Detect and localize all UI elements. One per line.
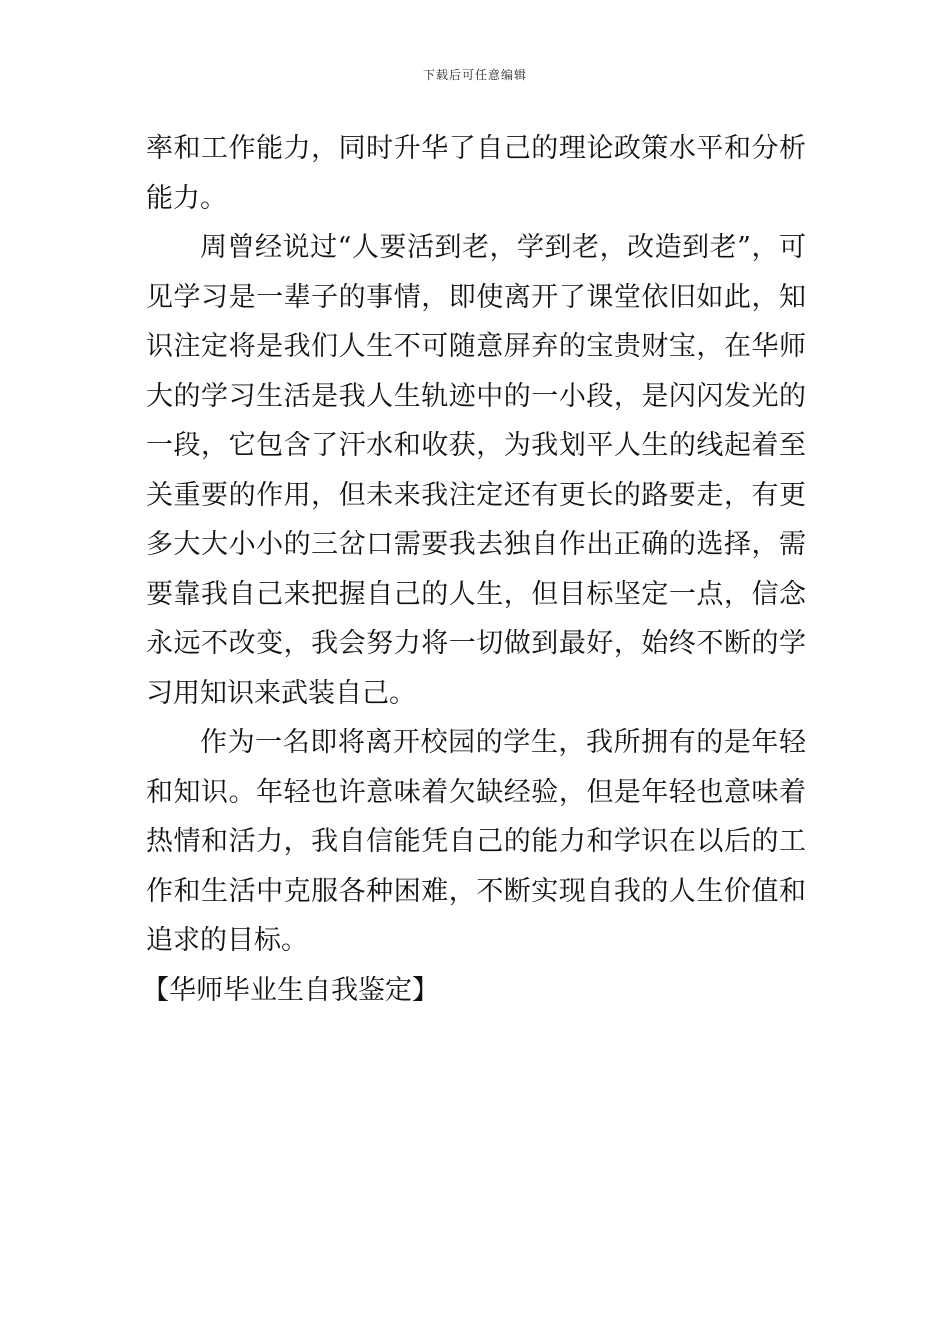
- document-body: [142, 124, 806, 1015]
- paragraph-lifelong-learning: 周曾经说过“人要活到老，学到老，改造到老”，可见学习是一辈子的事情，即使离开了课堂依旧如此，知识注定将是我们人生不可随意屏弃的宝贵财宝，在华师大的学习生活是我人生轨迹中的一小段，是闪闪发光的一段，它包含了汗水和收获，为我划平人生的线起着至关重要的作用，但未来我注定还有更长的路要走，有更多大大小小的三岔口需要我去独自作出正确的选择，需要靠我自己来把握自己的人生，但目标坚定一点，信念永远不改变，我会努力将一切做到最好，始终不断的学习用知识来武装自己。: [146, 232, 806, 709]
- section-heading: 【华师毕业生自我鉴定】: [142, 974, 439, 1006]
- paragraph-youth-and-knowledge: 作为一名即将离开校园的学生，我所拥有的是年轻和知识。年轻也许意味着欠缺经验，但是年轻也意味着热情和活力，我自信能凭自己的能力和学识在以后的工作和生活中克服各种困难，不断实现自我的人生价值和追求的目标。: [146, 727, 806, 956]
- header-note: 下载后可任意编辑: [422, 68, 527, 82]
- paragraph-continuation: 率和工作能力，同时升华了自己的理论政策水平和分析能力。: [146, 133, 806, 214]
